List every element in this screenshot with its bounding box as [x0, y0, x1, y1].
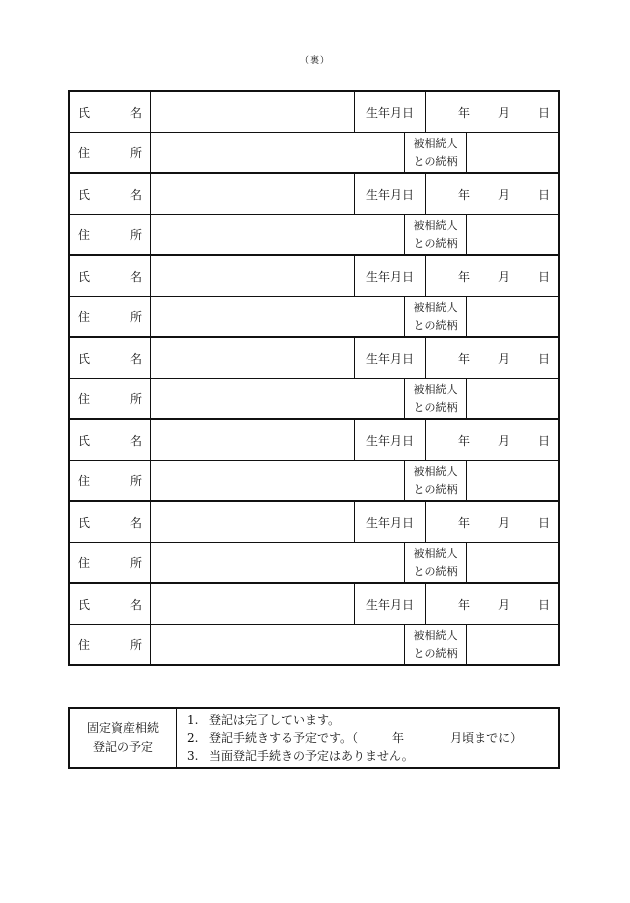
address-label: 住 所 — [70, 461, 151, 500]
heir-entry — [70, 92, 558, 174]
heir-entry — [70, 174, 558, 256]
name-field[interactable] — [151, 420, 355, 460]
dob-label: 生年月日 — [355, 502, 426, 542]
page-label: （裏） — [299, 56, 330, 66]
registration-option-3[interactable]: 3. 当面登記手続きの予定はありません。 — [187, 749, 414, 763]
address-field[interactable] — [151, 379, 405, 418]
heir-entry — [70, 502, 558, 584]
address-field[interactable] — [151, 543, 405, 582]
name-label: 氏 名 — [70, 502, 151, 542]
dob-field[interactable]: 年 月 日 — [457, 105, 550, 120]
name-row — [70, 256, 558, 297]
heir-entry — [70, 584, 558, 664]
heirs-table — [68, 90, 560, 666]
name-row — [70, 92, 558, 133]
address-row — [70, 297, 558, 336]
name-row — [70, 338, 558, 379]
name-label: 氏 名 — [70, 92, 151, 132]
relation-label: 被相続人 との続柄 — [405, 543, 467, 582]
heir-entry — [70, 256, 558, 338]
dob-field[interactable]: 年 月 日 — [457, 187, 550, 202]
address-row — [70, 543, 558, 582]
registration-options — [177, 709, 558, 767]
registration-plan-label: 固定資産相続 登記の予定 — [70, 709, 177, 767]
address-field[interactable] — [151, 625, 405, 664]
dob-label: 生年月日 — [355, 584, 426, 624]
address-row — [70, 461, 558, 500]
address-label: 住 所 — [70, 215, 151, 254]
name-field[interactable] — [151, 174, 355, 214]
address-field[interactable] — [151, 297, 405, 336]
name-row — [70, 174, 558, 215]
heir-entry — [70, 420, 558, 502]
address-label: 住 所 — [70, 297, 151, 336]
dob-field[interactable]: 年 月 日 — [457, 351, 550, 366]
relation-field[interactable] — [467, 379, 558, 418]
address-row — [70, 215, 558, 254]
relation-field[interactable] — [467, 625, 558, 664]
dob-field[interactable]: 年 月 日 — [457, 433, 550, 448]
address-row — [70, 379, 558, 418]
relation-field[interactable] — [467, 543, 558, 582]
name-field[interactable] — [151, 338, 355, 378]
address-row — [70, 133, 558, 172]
name-row — [70, 502, 558, 543]
dob-label: 生年月日 — [355, 174, 426, 214]
heir-entry — [70, 338, 558, 420]
name-field[interactable] — [151, 92, 355, 132]
name-label: 氏 名 — [70, 584, 151, 624]
address-field[interactable] — [151, 461, 405, 500]
relation-label: 被相続人 との続柄 — [405, 461, 467, 500]
relation-field[interactable] — [467, 133, 558, 172]
address-row — [70, 625, 558, 664]
dob-label: 生年月日 — [355, 420, 426, 460]
address-label: 住 所 — [70, 379, 151, 418]
name-label: 氏 名 — [70, 174, 151, 214]
dob-label: 生年月日 — [355, 338, 426, 378]
relation-label: 被相続人 との続柄 — [405, 297, 467, 336]
name-field[interactable] — [151, 256, 355, 296]
relation-field[interactable] — [467, 461, 558, 500]
dob-label: 生年月日 — [355, 92, 426, 132]
address-field[interactable] — [151, 133, 405, 172]
name-row — [70, 584, 558, 625]
address-field[interactable] — [151, 215, 405, 254]
registration-option-2[interactable]: 2. 登記手続きする予定です。（ 年 月頃までに） — [187, 731, 523, 745]
relation-label: 被相続人 との続柄 — [405, 379, 467, 418]
name-label: 氏 名 — [70, 338, 151, 378]
dob-field[interactable]: 年 月 日 — [457, 515, 550, 530]
name-field[interactable] — [151, 584, 355, 624]
relation-label: 被相続人 との続柄 — [405, 215, 467, 254]
relation-field[interactable] — [467, 297, 558, 336]
dob-label: 生年月日 — [355, 256, 426, 296]
name-row — [70, 420, 558, 461]
registration-option-1[interactable]: 1. 登記は完了しています。 — [187, 713, 341, 727]
dob-field[interactable]: 年 月 日 — [457, 597, 550, 612]
relation-field[interactable] — [467, 215, 558, 254]
relation-label: 被相続人 との続柄 — [405, 625, 467, 664]
address-label: 住 所 — [70, 133, 151, 172]
name-label: 氏 名 — [70, 420, 151, 460]
address-label: 住 所 — [70, 543, 151, 582]
name-label: 氏 名 — [70, 256, 151, 296]
registration-plan-box — [68, 707, 560, 769]
address-label: 住 所 — [70, 625, 151, 664]
dob-field[interactable]: 年 月 日 — [457, 269, 550, 284]
relation-label: 被相続人 との続柄 — [405, 133, 467, 172]
name-field[interactable] — [151, 502, 355, 542]
